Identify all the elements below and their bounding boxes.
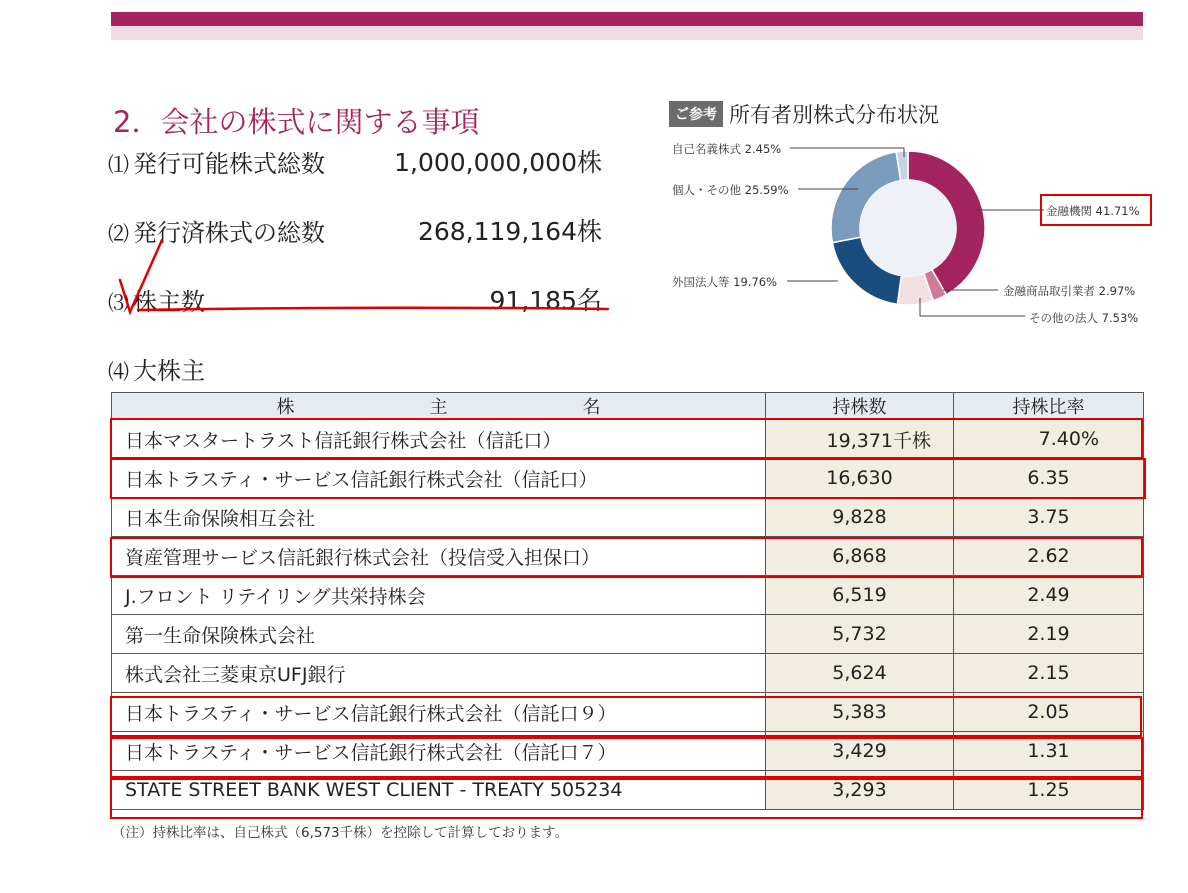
- shares-held: 3,429: [766, 732, 954, 771]
- chart-heading: [669, 99, 939, 129]
- label-treasury-stock: 自己名義株式 2.45%: [672, 142, 782, 156]
- header-name-char: 名: [582, 397, 601, 418]
- item-authorized-shares: [108, 144, 325, 179]
- ownership-ratio: 2.62: [954, 537, 1144, 576]
- highlight-box: [110, 737, 1143, 778]
- handwritten-annotation: [100, 230, 620, 325]
- ownership-ratio: 1.31: [954, 732, 1144, 771]
- shareholder-name: 日本トラスティ・サービス信託銀行株式会社（信託口７）: [112, 732, 766, 771]
- section-title: 2．会社の株式に関する事項: [113, 105, 480, 139]
- shareholder-name: STATE STREET BANK WEST CLIENT - TREATY 505234: [112, 771, 766, 810]
- chart-title: 所有者別株式分布状況: [729, 103, 939, 127]
- leader-line: [920, 298, 1025, 316]
- label-foreign-corporations: 外国法人等 19.76%: [672, 275, 778, 289]
- item-number: ⑶: [108, 291, 129, 315]
- footnote: （注）持株比率は、自己株式（6,573千株）を控除して計算しております。: [112, 825, 569, 841]
- ownership-ratio: 2.49: [954, 576, 1144, 615]
- label-securities-firms: 金融商品取引業者 2.97%: [1003, 284, 1136, 298]
- label-other-corporations: その他の法人 7.53%: [1029, 311, 1139, 325]
- highlight-box: [1040, 194, 1152, 226]
- header-band: [111, 12, 1143, 26]
- shareholder-name: J.フロント リテイリング共栄持株会: [112, 576, 766, 615]
- shares-held: 6,519: [766, 576, 954, 615]
- shares-held: 5,732: [766, 615, 954, 654]
- shares-held: 19,371千株: [766, 420, 954, 459]
- shares-held: 16,630: [766, 459, 954, 498]
- shareholder-count-value: 91,185名: [489, 286, 602, 315]
- major-shareholders-heading: [108, 351, 205, 386]
- header-name: [112, 393, 766, 420]
- shareholder-name: 日本マスタートラスト信託銀行株式会社（信託口）: [112, 420, 766, 459]
- shares-held: 9,828: [766, 498, 954, 537]
- header-name-char: 主: [429, 397, 448, 418]
- ownership-ratio: 7.40%: [954, 420, 1144, 459]
- shares-held: 3,293: [766, 771, 954, 810]
- label-individuals: 個人・その他 25.59%: [672, 183, 789, 197]
- item-label: 発行可能株式総数: [133, 150, 325, 178]
- item-label: 大株主: [133, 357, 205, 385]
- header-shares: 持株数: [766, 393, 954, 420]
- ownership-ratio: 3.75: [954, 498, 1144, 537]
- leader-lines: [660, 130, 1160, 330]
- shares-held: 5,624: [766, 654, 954, 693]
- reference-tag: ご参考: [669, 101, 723, 127]
- ownership-ratio: 1.25: [954, 771, 1144, 810]
- leader-line: [790, 148, 904, 157]
- ownership-ratio: 6.35: [954, 459, 1144, 498]
- shareholder-name: 株式会社三菱東京UFJ銀行: [112, 654, 766, 693]
- ownership-ratio: 2.19: [954, 615, 1144, 654]
- item-number: ⑷: [108, 360, 129, 384]
- item-number: ⑴: [108, 153, 129, 177]
- shareholder-name: 日本トラスティ・サービス信託銀行株式会社（信託口）: [112, 459, 766, 498]
- issued-shares-value: 268,119,164株: [417, 217, 602, 246]
- table-row: [112, 576, 1144, 615]
- table-row: [112, 654, 1144, 693]
- table-row: [112, 498, 1144, 537]
- highlight-box: [110, 537, 1143, 578]
- shareholder-name: 資産管理サービス信託銀行株式会社（投信受入担保口）: [112, 537, 766, 576]
- item-label: 発行済株式の総数: [133, 219, 325, 247]
- label-financial-institutions: 金融機関 41.71%: [1046, 204, 1140, 218]
- highlight-box: [110, 418, 1143, 459]
- shareholder-name: 日本生命保険相互会社: [112, 498, 766, 537]
- item-number: ⑵: [108, 222, 129, 246]
- checkmark-icon: [120, 240, 162, 312]
- shareholder-name: 第一生命保険株式会社: [112, 615, 766, 654]
- shares-held: 6,868: [766, 537, 954, 576]
- authorized-shares-value: 1,000,000,000株: [394, 148, 602, 177]
- table-header-row: [112, 393, 1144, 420]
- shares-held: 5,383: [766, 693, 954, 732]
- header-ratio: 持株比率: [954, 393, 1144, 420]
- header-name-char: 株: [276, 397, 295, 418]
- underline-mark: [138, 308, 608, 310]
- ownership-ratio: 2.05: [954, 693, 1144, 732]
- ownership-ratio: 2.15: [954, 654, 1144, 693]
- shareholder-name: 日本トラスティ・サービス信託銀行株式会社（信託口９）: [112, 693, 766, 732]
- highlight-box: [110, 458, 1146, 499]
- header-band-light: [111, 26, 1143, 40]
- item-label: 株主数: [133, 288, 205, 316]
- table-row: [112, 615, 1144, 654]
- highlight-box: [110, 778, 1143, 819]
- highlight-box: [110, 696, 1142, 737]
